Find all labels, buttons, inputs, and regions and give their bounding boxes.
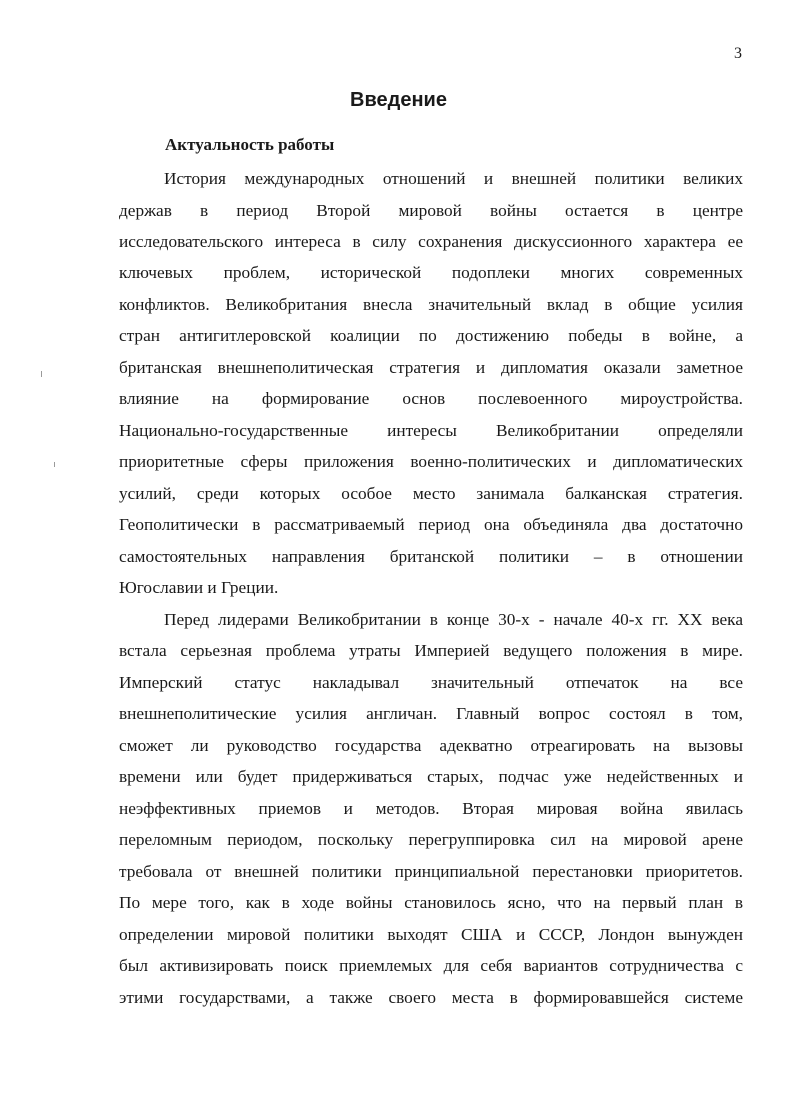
text-line: ключевых проблем, исторической подоплеки многих современных: [119, 263, 743, 282]
text-line: переломным периодом, поскольку перегруппировка сил на мировой арене: [119, 830, 743, 849]
text-line: Перед лидерами Великобритании в конце 30-х - начале 40-х гг. XX века: [164, 610, 743, 629]
text-line: Национально-государственные интересы Великобритании определяли: [119, 421, 743, 440]
text-line: британская внешнеполитическая стратегия и дипломатия оказали заметное: [119, 358, 743, 377]
text-line: усилий, среди которых особое место занимала балканская стратегия.: [119, 484, 743, 503]
text-line: неэффективных приемов и методов. Вторая мировая война явилась: [119, 799, 743, 818]
text-line: встала серьезная проблема утраты Империей ведущего положения в мире.: [119, 641, 743, 660]
text-line: приоритетные сферы приложения военно-политических и дипломатических: [119, 452, 743, 471]
text-line: История международных отношений и внешней политики великих: [164, 169, 743, 188]
page-number: 3: [734, 45, 742, 62]
section-subheading: Актуальность работы: [165, 135, 335, 154]
text-line: влияние на формирование основ послевоенного мироустройства.: [119, 389, 743, 408]
text-line: времени или будет придерживаться старых, подчас уже недейственных и: [119, 767, 743, 786]
text-line: сможет ли руководство государства адекватно отреагировать на вызовы: [119, 736, 743, 755]
text-line: был активизировать поиск приемлемых для себя вариантов сотрудничества с: [119, 956, 743, 975]
text-line: этими государствами, а также своего места в формировавшейся системе: [119, 988, 743, 1007]
text-line: Геополитически в рассматриваемый период она объединяла два достаточно: [119, 515, 743, 534]
text-line: требовала от внешней политики принципиальной перестановки приоритетов.: [119, 862, 743, 881]
text-line: самостоятельных направления британской политики – в отношении: [119, 547, 743, 566]
text-line: определении мировой политики выходят США и СССР, Лондон вынужден: [119, 925, 743, 944]
text-line: конфликтов. Великобритания внесла значительный вклад в общие усилия: [119, 295, 743, 314]
text-line: Югославии и Греции.: [119, 578, 279, 597]
text-line: исследовательского интереса в силу сохранения дискуссионного характера ее: [119, 232, 743, 251]
scan-margin-mark: [41, 371, 42, 377]
text-line: По мере того, как в ходе войны становилось ясно, что на первый план в: [119, 893, 743, 912]
text-line: внешнеполитические усилия англичан. Главный вопрос состоял в том,: [119, 704, 743, 723]
page-title: Введение: [350, 89, 447, 111]
text-line: стран антигитлеровской коалиции по достижению победы в войне, а: [119, 326, 743, 345]
text-line: держав в период Второй мировой войны остается в центре: [119, 201, 743, 220]
scan-margin-mark: [54, 462, 55, 467]
text-line: Имперский статус накладывал значительный отпечаток на все: [119, 673, 743, 692]
